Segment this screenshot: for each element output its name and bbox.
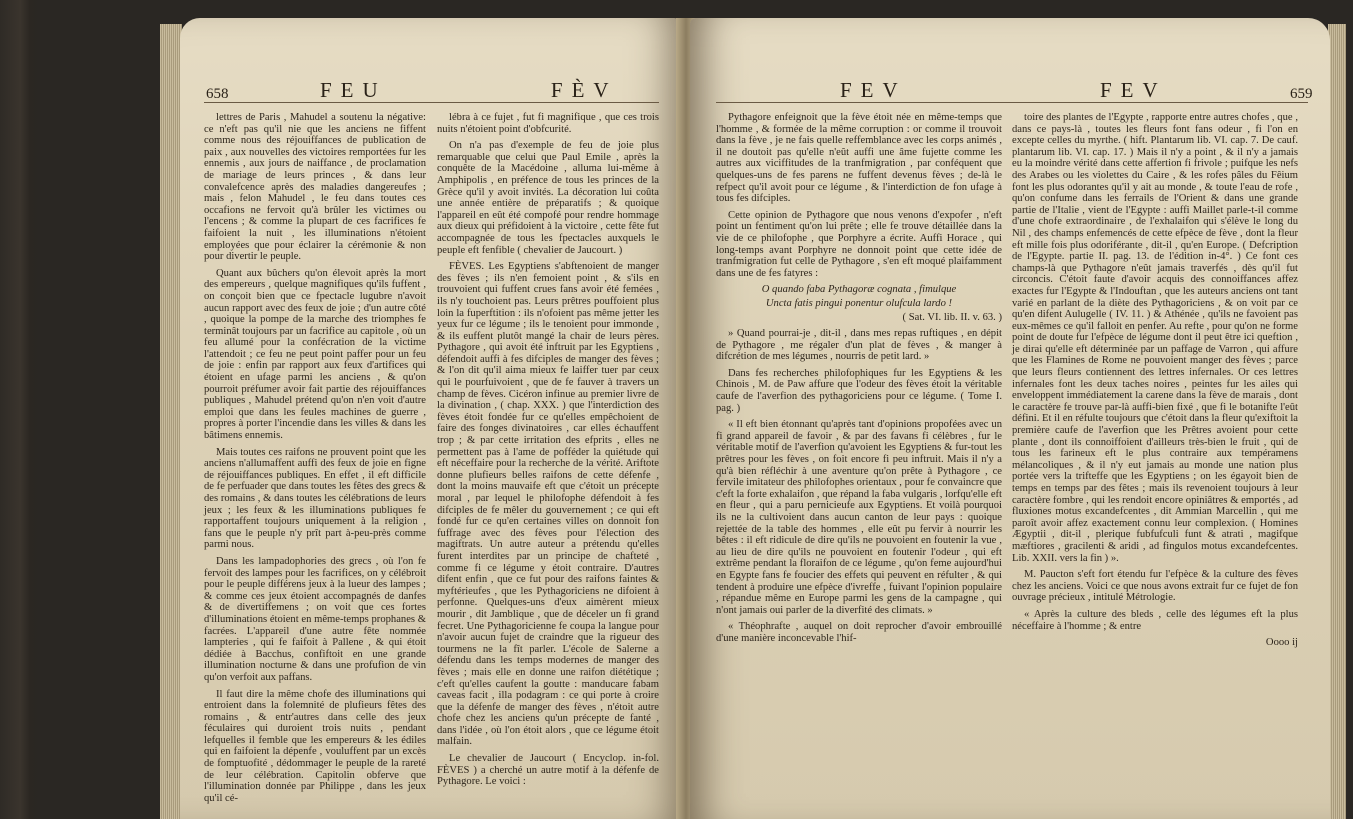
right-column-1 bbox=[716, 112, 1002, 650]
paragraph: Dans les lampadophories des grecs , où l'on fe fervoit des lampes pour les facrifices, on y célébroit pour le peuple différens jeux à la lueur des lampes ; & comme ces jeux étoient accompagnés de danfes & de divertiffemens ; on voit que ces fortes d'illuminations étoient en même-temps prophanes & facrées. L'appareil d'une autre fête nommée lampteries , qui fe faifoit à Pallene , & qui étoit dédiée à Bacchus, confiftoit en une grande illumination nocturne & dans une profufion de vin qu'on verfoit aux paffans. bbox=[204, 555, 426, 683]
paragraph: M. Paucton s'eft fort étendu fur l'efpèce & la culture des fèves chez les anciens. Voici ce que nous avons extrait fur ce fujet de fon ouvrage précieux , intitulé Métrologie. bbox=[1012, 569, 1298, 604]
left-page bbox=[180, 18, 680, 819]
paragraph: Quant aux bûchers qu'on élevoit après la mort des empereurs , quelque magnifiques qu'ils fuffent , on conçoit bien que ce fpectacle lugubre n'avoit aucun rapport avec des feux de joie ; d'un autre côté , quoique la pompe de la marche des triomphes fe terminât toujours par un facrifice au capitole , où un feu allumé pour la confécration de la victime l'attendoit ; ce feu ne peut point paffer pour un feu de joie : enfin par rapport aux feux d'artifices qui étoient en ufage parmi les anciens , & qu'on pourroit préfumer avoir fait partie des réjouiffances publiques , Mahudel prétend qu'on n'en voit d'autre emploi que dans les feules machines de guerre , propres à porter l'incendie dans les villes & dans les bâtimens ennemis. bbox=[204, 267, 426, 442]
signature-mark: Oooo ij bbox=[1265, 637, 1298, 649]
right-page-number: 659 bbox=[1290, 86, 1313, 102]
paragraph: FÈVES. Les Egyptiens s'abftenoient de manger des fèves ; ils n'en femoient point , & s'ils en trouvoient qui fuffent crues fans avoir été femées , ils n'y touchoient pas. Leurs prêtres pouffoient plus loin la fuperftition : ils n'ofoient pas même jetter les yeux fur ce légume ; ils le tenoient pour immonde , & ils euffent plutôt mangé la chair de leurs pères. Pythagore , qui avoit été inftruit par les Egyptiens , défendoit auffi à fes difciples de manger des fèves ; & l'on dit qu'il aima mieux fe laiffer tuer par ceux qui le pourfuivoient , que de fe fauver à travers un champ de fèves. Cicéron infinue au premier livre de la divination , ( chap. XXX. ) que l'interdiction des fèves étoit fondée fur ce qu'elles empêchoient de faire des fonges divinatoires , car elles échauffent trop ; & par cette irritation des efprits , elles ne permettent pas à l'ame de pofféder la quiétude qui eft néceffaire pour la recherche de la vérité. Ariftote donne plufieurs belles raifons de cette défenfe , dont la moins mauvaife eft que c'étoit un précepte moral , par lequel le philofophe défendoit à fes difciples de fe mêler du gouvernement ; ce qui eft fondé fur ce qu'en certaines villes on donnoit fon fuffrage avec des fèves pour l'élection des magiftrats. Un autre auteur a prétendu qu'elles furent interdites par un principe de chafteté , comme fi ce légume y étoit contraire. D'autres difent enfin , que ce fut pour des raifons faintes & myftérieufes , que les Pythagoriciens ne difoient à perfonne. Quelques-uns d'eux aimèrent mieux mourir , dit Jamblique , que de déceler un fi grand fecret. Une Pythagoricienne fe coupa la langue pour n'avoir aucun fujet de craindre que la rigueur des tourmens ne la fît parler. L'école de Salerne a défendu dans les temps modernes de manger des fèves ; mais elle en donne une raifon diététique ; c'eft qu'elles caufent la goutte : manducare fabam caveas facit , illa podagram : ce qui porte à croire que la défenfe de manger des fèves , n'étoit autre chofe chez les anciens qu'un précepte de fanté , dans l'idée , où l'on étoit alors , que ce légume étoit malfain. bbox=[437, 261, 659, 748]
latin-verse: Uncta fatis pingui ponentur olufcula lardo ! bbox=[765, 297, 953, 309]
paragraph: « Il eft bien étonnant qu'après tant d'opinions propofées avec un fi grand appareil de favoir , & par des favans fi célèbres , fur le véritable motif de l'averfion qu'avoient les Egyptiens & fur-tout les prêtres pour les fèves , on foit encore fi peu inftruit. Mais il n'y a qu'à bien réfléchir à une aventure qu'on prête à Pythagore , ce fervile imitateur des philofophes orientaux , pour fe convaincre que c'eft la forte exhalaifon , que répand la faba vulgaris , lorfqu'elle eft en fleur , qui a paru pernicieufe aux Egyptiens. Et voilà pourquoi ils ne la cultivoient dans aucun canton de leur pays : quoique rejettée de la table des hommes , elle eût pu fervir à nourrir les bêtes : il eft ridicule de dire qu'ils ne pouvoient en foutenir la vue , au lieu de dire qu'ils ne pouvoient en foutenir l'odeur , qui eft extrême pendant la floraifon de ce légume , qu'on feme aujourd'hui en Egypte fans fe foucier des effets qui peuvent en réfulter , & qui tendent à produire une efpèce d'ivreffe , fuivant l'opinion populaire , répandue même en Europe parmi les gens de la campagne , qui n'ont jamais oui parler de la diverfité des climats. » bbox=[716, 419, 1002, 616]
right-page bbox=[690, 18, 1330, 819]
paragraph: lébra à ce fujet , fut fi magnifique , que ces trois nuits n'étoient point d'obfcurité. bbox=[437, 112, 659, 135]
latin-verse: O quando faba Pythagoræ cognata , fimulque bbox=[761, 284, 957, 296]
paragraph: » Quand pourrai-je , dit-il , dans mes repas ruftiques , en dépit de Pythagore , me régaler d'un plat de fèves , & manger à difcrétion de mes légumes , nourris de petit lard. » bbox=[716, 328, 1002, 363]
citation: ( Sat. VI. lib. II. v. 63. ) bbox=[902, 311, 1002, 323]
left-running-head: FEU FÈV bbox=[320, 78, 618, 102]
paragraph: toire des plantes de l'Egypte , rapporte entre autres chofes , que , dans ce pays-là , toutes les fleurs font fans odeur , fi l'on en excepte celles du myrthe. ( hift. Plantarum lib. VI. cap. 7. De cauf. plantarum lib. VI. cap. 17. ) Mais il n'y a point , & il n'y a jamais eu la moindre vérité dans cette affertion fi frivole ; puifque les nefs des Arabes ou les violettes du Caire , & les rofes pâles du Fêium font les plus odorantes qu'il y ait au monde , & toute l'eau de rofe , qu'on confume dans les ferrails de l'Orient & dans une grande partie de l'Italie , vient de l'Egypte : auffi Maillet parle-t-il comme d'une chofe extraordinaire , de l'exhalaifon qui s'élève le long du Nil , des champs enfemencés de cette efpèce de fève , dont la fleur eft mille fois plus odoriférante , dit-il , qu'en Europe. ( Defcription de l'Egypte. partie II. pag. 13. de l'édition in-4°. ) Ce font ces champs-là que Pythagore n'eût jamais traverfés , dès qu'il fut circoncis. C'étoit faute d'avoir acquis des connoiffances affez exactes fur l'Egypte & l'Indouftan , que les auteurs anciens ont tant varié en parlant de la diète des Pythagoriciens , & on voit par ce qu'en difent Aulugelle ( IV. 11. ) & Athénée , qu'ils ne favoient pas eux-mêmes ce qu'il falloit en penfer. Au refte , pour qu'on ne forme point de doute fur l'efpèce de légume dont il peut être ici queftion , je dirai qu'elle eft déterminée par un paffage de Varron , qui affure que les Flamines de Rome ne pouvoient manger des fèves ; parce que leurs fleurs contiennent des lettres infernales. Or ces lettres infernales font les deux taches noires , peintes fur les ailes qui enveloppent immédiatement la carene dans la fève de marais , dont le caractère fe trouve par-là auffi-bien fixé , que fi le botanifte l'eût défini. Et il en réfulte toujours que c'étoit dans la fleur qu'exiftoit la première caufe de l'averfion que les Prêtres avoient pour cette plante , dont ils connoiffoient d'ailleurs très-bien le fruit , qui de tous les farineux eft le plus contraire aux tempéramens mélancoliques , & il n'y eut jamais au monde une nation plus portée vers la trifteffe que les Egyptiens ; on les égayoit bien de temps en temps par des fêtes ; mais ils revenoient toujours à leur caractère fombre , qui les rendoit encore opiniâtres & emportés , ad fluxiones motus excandefcentes , dit Ammian Marcellin , qui me paroît avoir affez exactement connu leur complexion. ( Homines Ægyptii , dit-il , plerique fubfufculi funt & atrati , magifque mæftiores , gracilenti & aridi , ad fingulos motus excandefcentes. Lib. XXII. vers la fin ) ». bbox=[1012, 112, 1298, 564]
paragraph: Dans fes recherches philofophiques fur les Egyptiens & les Chinois , M. de Paw affure que l'odeur des fèves étoit la véritable caufe de l'averfion des pythagoriciens pour ce légume. ( Tome I. pag. ) bbox=[716, 367, 1002, 414]
left-head-rule bbox=[204, 102, 659, 103]
right-page-edges bbox=[1328, 24, 1346, 819]
paragraph: Le chevalier de Jaucourt ( Encyclop. in-fol. FÈVES ) a cherché un autre motif à la défenfe de Pythagore. Le voici : bbox=[437, 753, 659, 788]
paragraph: Il faut dire la même chofe des illuminations qui entroient dans la folemnité de plufieurs fêtes des romains , & entr'autres dans celle des jeux féculaires qui duroient trois nuits , pendant lefquelles il femble que les empereurs & les édiles qui en faifoient la dépenfe , vouluffent par un excès de fomptuofité , dédommager le peuple de la rareté de leur célébration. Capitolin obferve que l'illumination donnée par Philippe , dans les jeux qu'il cé- bbox=[204, 688, 426, 804]
left-page-edges bbox=[160, 24, 182, 819]
paragraph: Cette opinion de Pythagore que nous venons d'expofer , n'eft point un fentiment qu'on lui prête ; elle fe trouve détaillée dans la vie de ce philofophe , que Porphyre a écrite. Auffi Horace , qui long-temps avant Porphyre ne donnoit point que cette idée de tranfmigration fut celle de Pythagore , s'en eft moqué plaifamment dans une de fes fatyres : bbox=[716, 209, 1002, 279]
right-head-rule bbox=[716, 102, 1308, 103]
paragraph: « Après la culture des bleds , celle des légumes eft la plus néceffaire à l'homme ; & entre bbox=[1012, 608, 1298, 632]
left-page-number: 658 bbox=[206, 86, 229, 102]
paragraph: Mais toutes ces raifons ne prouvent point que les anciens n'allumaffent auffi des feux de joie en figne de réjouiffances publiques. En effet , il eft difficile de fe perfuader que dans toutes les fêtes des grecs & des romains , & dans toutes les célébrations de leurs jeux ; les feux & les illuminations publiques fe rapportaffent toujours uniquement à la religion , fans que le peuple n'y prît part à-peu-près comme parmi nous. bbox=[204, 446, 426, 551]
paragraph: Pythagore enfeignoit que la fève étoit née en même-temps que l'homme , & formée de la même corruption : or comme il trouvoit dans la fève , je ne fais quelle reffemblance avec les corps animés , il ne doutoit pas qu'elle n'eût auffi une âme fujette comme les autres aux viciffitudes de la tranfmigration , par conféquent que quelques-uns de fes parens ne fuffent devenus fèves ; de-là le refpect qu'il avoit pour ce légume , & l'interdiction de fon ufage à tous fes difciples. bbox=[716, 112, 1002, 205]
right-running-head-left: FEV bbox=[840, 78, 907, 102]
right-column-2 bbox=[1012, 112, 1298, 649]
paragraph: On n'a pas d'exemple de feu de joie plus remarquable que celui que Paul Emile , après la conquête de la Macédoine , alluma lui-même à Amphipolis , en préfence de tous les princes de la Grèce qu'il y avoit invités. La décoration lui coûta une année entière de préparatifs ; & quoique l'appareil en eût été compofé pour rendre hommage aux dieux qui préfidoient à la victoire , cette fête fut accompagnée de tous les fpectacles auxquels le peuple eft fenfible ( chevalier de Jaucourt. ) bbox=[437, 140, 659, 256]
left-column-2 bbox=[437, 112, 659, 793]
left-column-1 bbox=[204, 112, 426, 809]
paragraph: « Théophrafte , auquel on doit reprocher d'avoir embrouillé d'une manière inconcevable l'hif- bbox=[716, 621, 1002, 644]
paragraph: lettres de Paris , Mahudel a soutenu la négative: ce n'eft pas qu'il nie que les anciens ne fiffent comme nous des réjouiffances de publication de paix , aux nouvelles des victoires remportées fur les ennemis , aux jours de naiffance , de proclamation de mariage de leurs princes , & dans leur convalefcence après des maladies dangereufes ; mais , felon Mahudel , le feu dans toutes ces occafions ne fervoit qu'à brûler les victimes ou l'encens ; & comme la plupart de ces facrifices fe faifoient la nuit , les illuminations n'étoient employées que pour éclairer la cérémonie & non pour divertir le peuple. bbox=[204, 112, 426, 263]
right-running-head-right: FEV bbox=[1100, 78, 1167, 102]
